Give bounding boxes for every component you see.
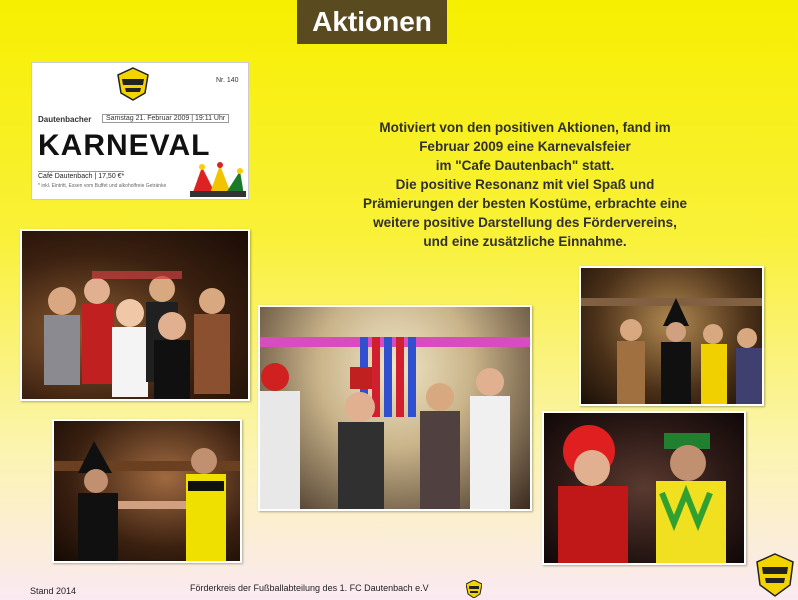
- party-photo-dance: [258, 305, 532, 511]
- club-logo-icon: [756, 553, 794, 597]
- description-text: [320, 118, 730, 251]
- description-line: weitere positive Darstellung des Fördervereins,: [373, 215, 677, 230]
- flyer-venue: Café Dautenbach | 17,50 €*: [38, 173, 125, 180]
- description-line: Motiviert von den positiven Aktionen, fand im: [379, 120, 671, 135]
- flyer-number: Nr. 140: [216, 77, 239, 84]
- flyer-fineprint: * inkl. Eintritt, Essen vom Buffet und alkoholfreie Getränke: [38, 183, 167, 189]
- description-line: Prämierungen der besten Kostüme, erbrachte eine: [362, 196, 688, 211]
- flyer-place: Dautenbacher: [38, 115, 92, 124]
- club-logo-icon: [466, 580, 482, 598]
- jester-hat-icon: [182, 161, 249, 200]
- flyer-date: Samstag 21. Februar 2009 | 19:11 Uhr: [102, 114, 229, 123]
- party-photo-group: [20, 229, 250, 401]
- flyer-heading: KARNEVAL: [38, 129, 211, 162]
- party-photo-costumes: [542, 411, 746, 565]
- page-title: Aktionen: [297, 0, 447, 44]
- footer-stand: Stand 2014: [30, 586, 77, 596]
- description-line: im "Cafe Dautenbach" statt.: [435, 158, 615, 173]
- club-logo-icon: [116, 67, 150, 101]
- karneval-flyer: [31, 62, 249, 200]
- description-line: und eine zusätzliche Einnahme.: [423, 234, 627, 249]
- footer-organization: Förderkreis der Fußballabteilung des 1. FC Dautenbach e.V: [190, 583, 429, 593]
- description-line: Februar 2009 eine Karnevalsfeier: [419, 139, 631, 154]
- party-photo-bar: [579, 266, 764, 406]
- description-line: Die positive Resonanz mit viel Spaß und: [395, 177, 655, 192]
- party-photo-witch: [52, 419, 242, 563]
